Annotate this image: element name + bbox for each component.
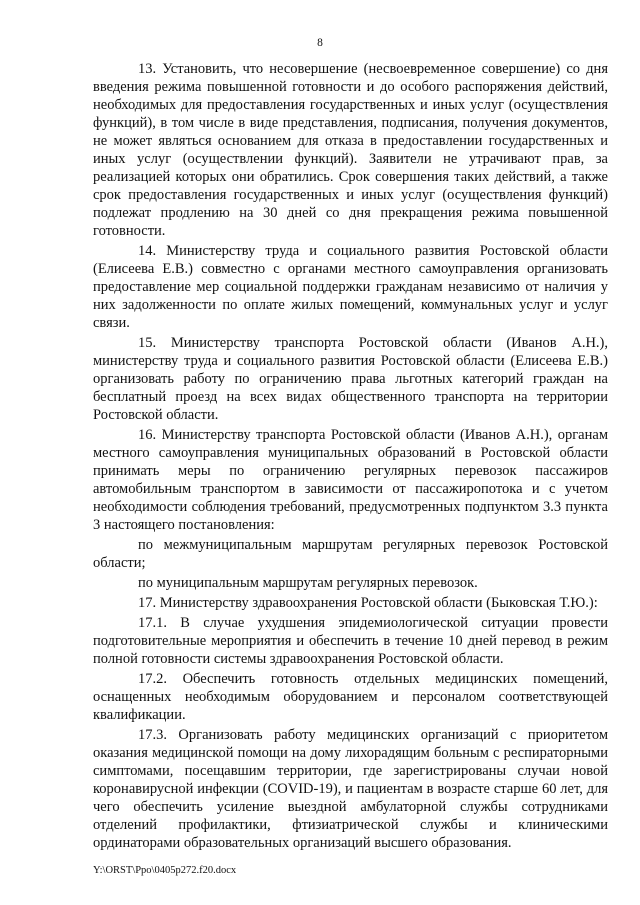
paragraph-16-intermunicipal: по межмуниципальным маршрутам регулярных перевозок Ростовской области; [93,537,608,571]
paragraph-14: 14. Министерству труда и социального развития Ростовской области (Елисеева Е.В.) совместно с органами местного самоуправления организовать предоставление мер социальной поддержки гражданам независимо от наличия у них задолженности по оплате жилых помещений, коммунальных услуг и услуг связи. [93,243,608,331]
page-number: 8 [317,37,323,49]
paragraph-13: 13. Установить, что несовершение (несвоевременное совершение) со дня введения режима повышенной готовности и до особого распоряжения действий, необходимых для предоставления государственных и иных услуг (осуществления функций), в том числе в виде представления, подписания, получения документов, не может являться основанием для отказа в предоставлении государственных и иных услуг (осуществлении функций). Заявители не утрачивают прав, за реализацией которых они обратились. Срок совершения таких действий, а также срок предоставления государственных и иных услуг (осуществления функций) подлежат продлению на 30 дней со дня прекращения режима повышенной готовности. [93,61,608,239]
paragraph-15: 15. Министерству транспорта Ростовской области (Иванов А.Н.), министерству труда и социального развития Ростовской области (Елисеева Е.В.) организовать работу по ограничению права льготных категорий граждан на бесплатный проезд на всех видах общественного транспорта на территории Ростовской области. [93,335,608,423]
paragraph-17: 17. Министерству здравоохранения Ростовской области (Быковская Т.Ю.): [138,595,598,611]
file-path-footer: Y:\ORST\Ppo\0405p272.f20.docx [93,865,237,876]
paragraph-17-3: 17.3. Организовать работу медицинских организаций с приоритетом оказания медицинской помощи на дому лихорадящим больным с респираторными симптомами, посещавшим территории, где зарегистрированы случаи новой коронавирусной инфекции (COVID-19), и пациентам в возрасте старше 60 лет, для чего обеспечить усиление выездной амбулаторной службы сотрудниками отделений профилактики, фтизиатрической службы и клиническими ординаторами образовательных организаций высшего образования. [93,727,608,851]
paragraph-17-2: 17.2. Обеспечить готовность отдельных медицинских помещений, оснащенных необходимым оборудованием и персоналом соответствующей квалификации. [93,671,608,723]
paragraph-17-1: 17.1. В случае ухудшения эпидемиологической ситуации провести подготовительные мероприятия и обеспечить в течение 10 дней перевод в режим полной готовности системы здравоохранения Ростовской области. [93,615,608,667]
document-body [93,60,608,852]
paragraph-16: 16. Министерству транспорта Ростовской области (Иванов А.Н.), органам местного самоуправления муниципальных образований в Ростовской области принимать меры по ограничению регулярных перевозок пассажиров автомобильным транспортом в зависимости от пассажиропотока и с учетом необходимости соблюдения требований, предусмотренных подпунктом 3.3 пункта 3 настоящего постановления: [93,427,608,533]
paragraph-16-municipal: по муниципальным маршрутам регулярных перевозок. [138,575,478,591]
